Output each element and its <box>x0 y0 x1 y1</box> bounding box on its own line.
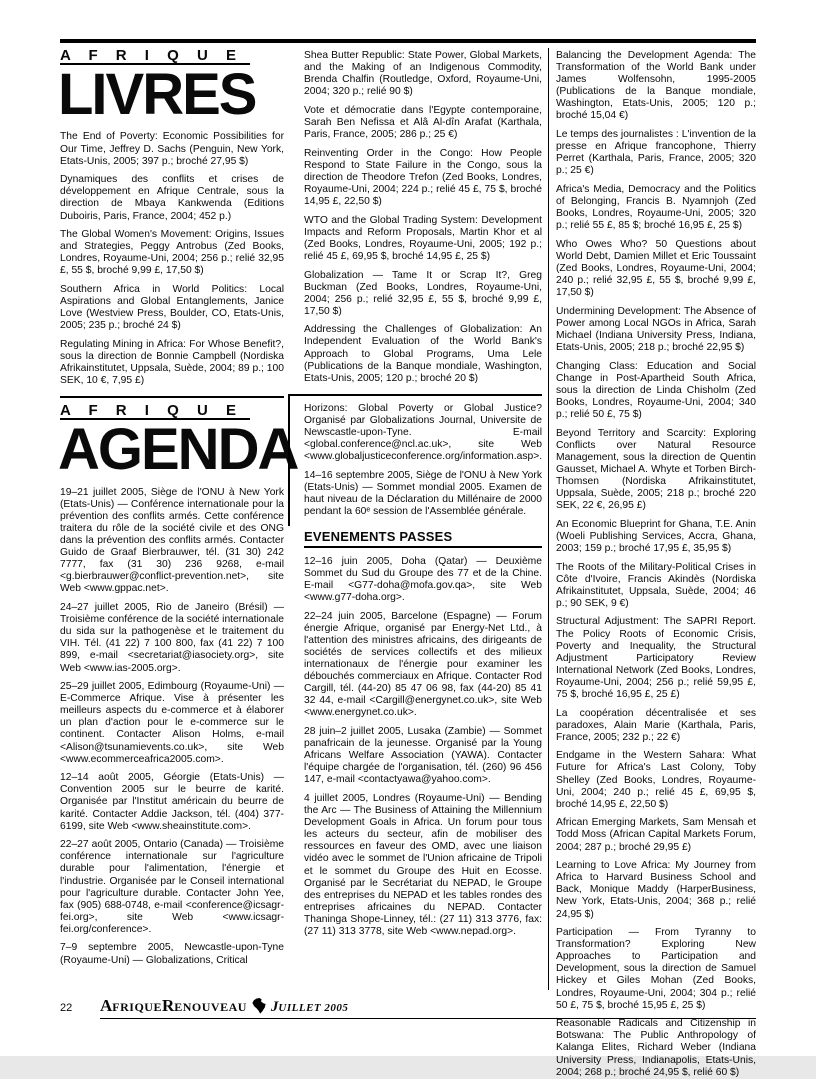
brand-text: FRIQUE <box>112 1000 162 1014</box>
footer-rule <box>100 996 756 1019</box>
agenda-kicker: A F R I Q U E <box>60 405 250 420</box>
livres-title: LIVRES <box>58 62 256 128</box>
footer <box>60 996 756 1019</box>
book-entry: Balancing the Development Agenda: The Transformation of the World Bank under James Wolfensohn, 1995-2005 (Publications de la Banque mondiale, Washington, Etats-Unis, 2005; 120 p.; broché 15,04 €) <box>556 50 756 122</box>
book-entry: Globalization — Tame It or Scrap It?, Greg Buckman (Zed Books, Londres, Royaume-Uni, 2004; 256 p.; relié 32,95 £, 55 $, broché 9,99 £, 17,50 $) <box>304 269 542 317</box>
book-entry: Beyond Territory and Scarcity: Exploring Conflicts over Natural Resource Management, sous la direction de Quentin Gausset, Michael A. Whyte et Torben Birch-Thomsen (Nordiska Afrikainstitutet, Uppsala, Suède, 2005; 218 p.; broché 220 SEK, 22 €, 26,95 £) <box>556 427 756 512</box>
book-entry: The Roots of the Military-Political Crises in Côte d'Ivoire, Francis Akindès (Nordiska Afrikainstitutet, Uppsala, Suède, 2004; 46 p.; 90 SEK, 9 €) <box>556 561 756 609</box>
event-entry: 7–9 septembre 2005, Newcastle-upon-Tyne (Royaume-Uni) — Globalizations, Critical <box>60 942 284 966</box>
event-entry: 22–24 juin 2005, Barcelone (Espagne) — Forum énergie Afrique, organisé par Energy-Net Ltd., à l'attention des ministres africains, des dirigeants de sociétés de services collectifs et des milieux internationaux de l'énergie pour examiner les débouchés commerciaux en Afrique. Contacter Rod Cargill, tél. (44-20) 85 47 06 98, fax (44-20) 85 41 32 44, e-mail <Cargill@energynet.co.uk>, site Web <www.energynet.co.uk>. <box>304 610 542 719</box>
book-entry: Endgame in the Western Sahara: What Future for Africa's Last Colony, Toby Shelley (Zed Books, Londres, Royaume-Uni, 2004; 240 p.; relié 45 £, 69,95 $, broché 14,95 £, 22,50 $) <box>556 750 756 810</box>
book-entry: Who Owes Who? 50 Questions about World Debt, Damien Millet et Eric Toussaint (Zed Books, Londres, Royaume-Uni, 2004; 240 p.; relié 32,95 £, 55 $, broché 9,99 £, 17,50 $) <box>556 238 756 299</box>
book-entry: The Global Women's Movement: Origins, Issues and Strategies, Peggy Antrobus (Zed Books, Londres, Royaume-Uni, 2004; 256 p.; relié 32,95 £, 55 $, broché 9,99 £, 17,50 $) <box>60 229 284 277</box>
agenda-masthead <box>58 402 298 483</box>
column-right <box>556 50 756 1078</box>
book-entry: WTO and the Global Trading System: Development Impacts and Reform Proposals, Martin Khor et al (Zed Books, Londres, Royaume-Uni, 2005; 192 p.; relié 45 £, 69,95 $, broché 14,95 £, 25 $) <box>304 214 542 262</box>
top-rule <box>60 39 756 43</box>
column-middle <box>304 50 542 1012</box>
event-entry: 14–16 septembre 2005, Siège de l'ONU à New York (Etats-Unis) — Sommet mondial 2005. Examen de haut niveau de la Déclaration du Millénaire de 2000 pendant la 60ᵉ session de l'Assemblée générale. <box>304 469 542 518</box>
livres-kicker: A F R I Q U E <box>60 50 250 65</box>
book-entry: Vote et démocratie dans l'Egypte contemporaine, Sarah Ben Nefissa et Alâ Al-dîn Arafat (Karthala, Paris, France, 2005; 286 p.; 25 €) <box>304 104 542 141</box>
magazine-brand <box>100 996 247 1016</box>
event-entry: 24–27 juillet 2005, Rio de Janeiro (Brésil) — Troisième conférence de la société internationale du sida sur la pathogenèse et le traitement du VIH. Tél. (41 22) 7 100 800, fax (41 22) 7 100 899, e-mail <secretariat@iasociety.org>, site Web <www.ias-2005.org>. <box>60 602 284 674</box>
event-entry: 28 juin–2 juillet 2005, Lusaka (Zambie) — Sommet panafricain de la jeunesse. Organisé par la Young Africans Welfare Association (YAWA). Contacter l'équipe chargée de l'organisation, tél. (260) 96 456 147, e-mail <contactyawa@yahoo.com>. <box>304 726 542 786</box>
page-number: 22 <box>60 1002 73 1014</box>
issue-initial: J <box>270 999 279 1015</box>
book-entry: An Economic Blueprint for Ghana, T.E. Anin (Woeli Publishing Services, Accra, Ghana, 2003; 159 p.; broché 17,95 £, 35,95 $) <box>556 518 756 554</box>
book-entry: Southern Africa in World Politics: Local Aspirations and Global Entanglements, Janice Love (Westview Press, Boulder, CO, Etats-Unis, 2005; 235 p.; broché 24 $) <box>60 283 284 332</box>
book-entry: Participation — From Tyranny to Transformation? Exploring New Approaches to Participation and Development, sous la direction de Samuel Hickey et Giles Mohan (Zed Books, Londres, Royaume-Uni, 2004; 304 p.; relié 50 £, 75 $, broché 15,95 £, 25 $) <box>556 927 756 1011</box>
agenda-section-rule <box>60 396 284 398</box>
book-entry: Learning to Love Africa: My Journey from Africa to Harvard Business School and Back, Monique Maddy (HarperBusiness, New York, Etats-Unis, 2004; 368 p.; relié 24,95 $) <box>556 860 756 920</box>
livres-list-col3 <box>556 50 756 1079</box>
event-entry: 22–27 août 2005, Ontario (Canada) — Troisième conférence internationale sur l'agriculture durable pour l'alimentation, l'énergie et l'industrie. Organisée par le Conseil international pour l'agriculture durable. Contacter John Yee, fax (905) 688-0748, e-mail <conference@icsagr-fei.org>, site Web <www.icsagr-fei.org/conference>. <box>60 839 284 935</box>
brand-initial: A <box>100 996 113 1015</box>
agenda-upcoming-list <box>60 487 284 967</box>
book-entry: Shea Butter Republic: State Power, Global Markets, and the Making of an Indigenous Commodity, Brenda Chalfin (Routledge, Oxford, Royaume-Uni, 2004; 320 p.; relié 90 $) <box>304 50 542 98</box>
column-left <box>58 47 298 1012</box>
issue-date <box>271 998 348 1016</box>
issue-text: UILLET 2005 <box>278 1002 349 1014</box>
agenda-box <box>288 394 542 526</box>
book-entry: Undermining Development: The Absence of Power among Local NGOs in Africa, Sarah Michael (Indiana University Press, Indiana, Etats-Unis, 2005; 218 p.; broché 22,95 $) <box>556 305 756 354</box>
book-entry: La coopération décentralisée et ses paradoxes, Alain Marie (Karthala, Paris, France, 2005; 232 p.; 22 €) <box>556 707 756 743</box>
brand-initial: R <box>161 996 175 1015</box>
book-entry: Reinventing Order in the Congo: How People Respond to State Failure in the Congo, sous la direction de Theodore Trefon (Zed Books, Londres, Royaume-Uni, 2004; 224 p.; relié 45 £, 75 $, broché 14,95 £, 22,50 $) <box>304 147 542 208</box>
book-entry: Dynamiques des conflits et crises de développement en Afrique Centrale, sous la direction de Mbaya Kankwenda (Editions Duboiris, Paris, France, 2004; 452 p.) <box>60 174 284 222</box>
agenda-past-list <box>304 556 542 938</box>
africa-map-icon <box>252 998 266 1014</box>
column-divider <box>548 48 549 990</box>
book-entry: African Emerging Markets, Sam Mensah et Todd Moss (African Capital Markets Forum, 2004; 287 p.; broché 29,95 £) <box>556 817 756 853</box>
book-entry: Changing Class: Education and Social Change in Post-Apartheid South Africa, sous la direction de Linda Chisholm (Zed Books, Londres, Royaume-Uni, 2004; 340 p.; relié 50 £, 75 $) <box>556 360 756 421</box>
book-entry: The End of Poverty: Economic Possibilities for Our Time, Jeffrey D. Sachs (Penguin, New York, Etats-Unis, 2005; 397 p.; broché 27,95 $) <box>60 131 284 167</box>
book-entry: Regulating Mining in Africa: For Whose Benefit?, sous la direction de Bonnie Campbell (Nordiska Afrikainstitutet, Uppsala, Suède, 2004; 89 p.; 100 SEK, 10 €, 7,95 £) <box>60 338 284 387</box>
livres-list-col2 <box>304 50 542 385</box>
book-entry: Reasonable Radicals and Citizenship in Botswana: The Public Anthropology of Kalanga Elites, Richard Weber (Indiana University Press, Indianapolis, Etats-Unis, 2004; 268 p.; broché 24,95 $, relié 60 $) <box>556 1018 756 1078</box>
event-entry: 25–29 juillet 2005, Edimbourg (Royaume-Uni) — E-Commerce Afrique. Vise à présenter les meilleurs aspects du e-commerce et à élaborer un plan d'action pour le e-commerce sur le continent. Contacter Alison Holms, e-mail <Alison@tsunamievents.co.uk>, site Web <www.ecommerceafrica2005.com>. <box>60 681 284 765</box>
brand-text: ENOUVEAU <box>174 1000 247 1014</box>
event-entry: Horizons: Global Poverty or Global Justice? Organisé par Globalizations Journal, Universite de Newscastle-upon-Tyne. E-mail <global.conference@ncl.ac.uk>, site Web <www.globaljusticeconference.org/information.asp>. <box>304 402 543 463</box>
book-entry: Africa's Media, Democracy and the Politics of Belonging, Francis B. Nyamnjoh (Zed Books, Londres, Royaume-Uni, 2005; 320 p.; relié 55 £, 85 $; broché 16,95 £, 25 $) <box>556 183 756 232</box>
livres-list-col1 <box>60 131 284 387</box>
livres-masthead <box>58 47 284 128</box>
book-entry: Addressing the Challenges of Globalization: An Independent Evaluation of the World Bank's Approach to Global Programs, Uma Lele (Publications de la Banque mondiale, Washington, Etats-Unis, 2005; 120 p.; broché 20 $) <box>304 324 542 384</box>
book-entry: Le temps des journalistes : L'invention de la presse en Afrique francophone, Thierry Perret (Karthala, Paris, France, 2005; 320 p.; 25 €) <box>556 129 756 177</box>
event-entry: 4 juillet 2005, Londres (Royaume-Uni) — Bending the Arc — The Business of Attaining the Millennium Development Goals in Africa. Un forum pour tous les acteurs du secteur, afin de mobiliser des ressources en faveur des OMD, avec une liaison vidéo avec le sommet de l'Union africaine de Tripoli et le sommet du Groupe des Huit en Ecosse. Organisé par le Secrétariat du NEPAD, le Groupe des entreprises du NEPAD et les tables rondes des entreprises africaines du NEPAD. Contacter Thaninga Shope-Linney, tél.: (27 11) 313 3776, fax: (27 11) 313 3778, site Web <www.nepad.org>. <box>304 792 542 937</box>
events-past-heading: EVENEMENTS PASSES <box>304 531 542 548</box>
event-entry: 12–16 juin 2005, Doha (Qatar) — Deuxième Sommet du Sud du Groupe des 77 et de la Chine. E-mail <G77-doha@mofa.gov.qa>, site Web <www.g77-doha.org>. <box>304 555 542 604</box>
agenda-title: AGENDA <box>58 417 298 483</box>
event-entry: 19–21 juillet 2005, Siège de l'ONU à New York (Etats-Unis) — Conférence internationale pour la prévention des conflits armés. Cette conférence traitera du rôle de la société civile et des ONG dans la prévention des conflits armés. Contacter Guido de Graaf Bierbrauwer, tél. (31 30) 242 7777, fax (31 30) 236 9268, e-mail <g.bierbrauwer@conflict-prevention.net>, site Web <www.gppac.net>. <box>60 486 284 595</box>
event-entry: 12–14 août 2005, Géorgie (Etats-Unis) — Convention 2005 sur le beurre de karité. Organisée par l'Institut américain du beurre de karité. Contacter Addie Jackson, tél. (404) 377-6199, site Web <www.sheainstitute.com>. <box>60 772 284 832</box>
book-entry: Structural Adjustment: The SAPRI Report. The Policy Roots of Economic Crisis, Poverty and Inequality, the Structural Adjustment Participatory Review International Network (Zed Books, Londres, Royaume-Uni, 2004; 256 p.; relié 59,95 £, 75 $, broché 16,95 £, 25 £) <box>556 616 756 700</box>
